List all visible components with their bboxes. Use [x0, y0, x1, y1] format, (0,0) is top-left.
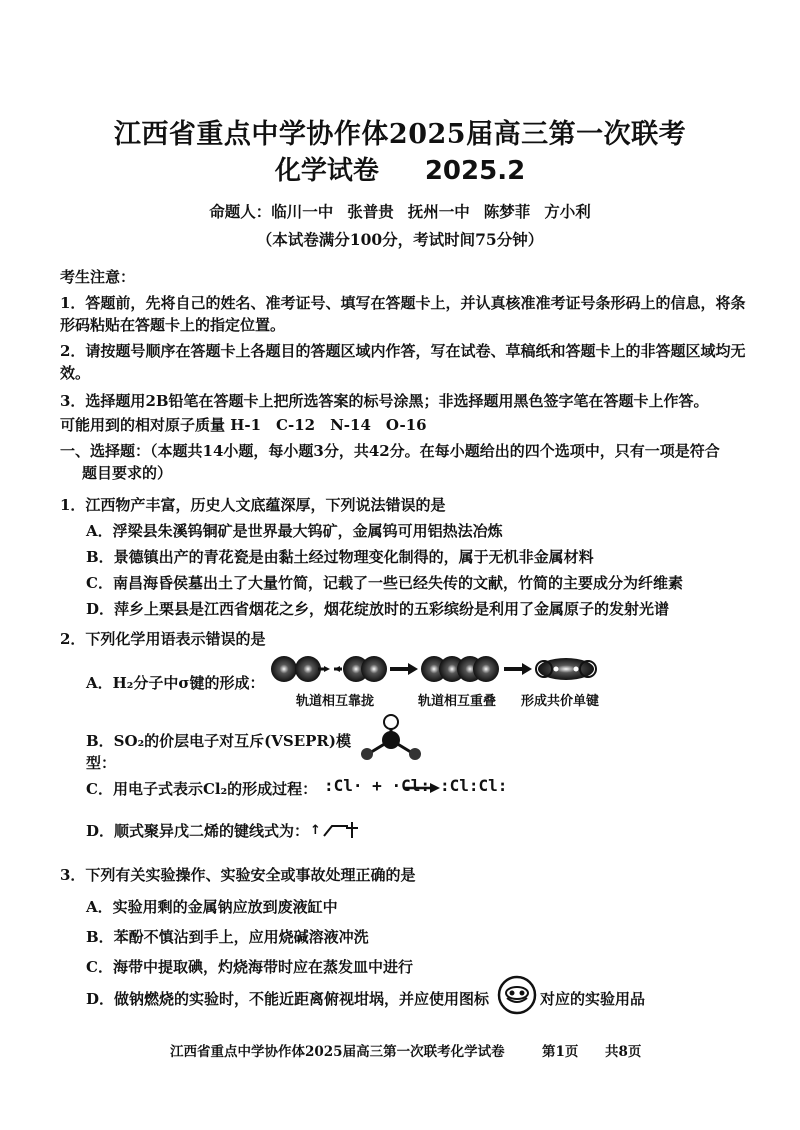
exam-title: 江西省重点中学协作体2025届高三第一次联考 [113, 119, 687, 150]
arrow-left-icon [334, 666, 340, 672]
cl-atom-2: ·Cl: [391, 776, 430, 795]
sulfur-atom [382, 731, 400, 749]
oxygen-atom-1 [361, 748, 373, 760]
q2-option-b: B．SO₂的价层电子对互斥(VSEPR)模型： [86, 732, 351, 772]
author-4: 方小利 [544, 202, 591, 221]
notice-item-2: 2．请按题号顺序在答题卡上各题目的答题区域内作答，写在试卷、草稿纸和答题卡上的非答题区域均无效。 [60, 342, 746, 382]
section-heading-line1: 一、选择题：（本题共14小题，每小题3分，共42分。在每小题给出的四个选项中，只有一项是符合 [60, 442, 720, 460]
q2-option-d: D．顺式聚异戊二烯的键线式为： [86, 822, 310, 840]
plus-sign: + [372, 776, 382, 795]
arrow-right-icon [408, 663, 418, 675]
diagram-label-1: 轨道相互靠拢 [296, 694, 375, 709]
author-3: 陈梦菲 [483, 202, 531, 221]
authors-line [0, 200, 800, 222]
notice-heading: 考生注意： [60, 268, 136, 286]
q3-option-b: B．苯酚不慎沾到手上，应用烧碱溶液冲洗 [86, 928, 369, 946]
q1-stem: 1．江西物产丰富，历史人文底蕴深厚，下列说法错误的是 [60, 496, 446, 514]
q3-option-d-part2: 对应的实验用品 [540, 990, 646, 1008]
score-note: （本试卷满分100分，考试时间75分钟） [256, 230, 544, 249]
safety-goggles-icon [496, 974, 538, 1016]
footer-total: 共8页 [605, 1044, 642, 1060]
cl2-molecule: :Cl:Cl: [440, 776, 508, 795]
skeletal-formula [308, 816, 368, 842]
cl-atom-1: :Cl· [324, 776, 363, 795]
author-2: 抚州一中 [407, 202, 470, 221]
q2-stem: 2．下列化学用语表示错误的是 [60, 630, 266, 648]
q1-option-d: D．萍乡上栗县是江西省烟花之乡，烟花绽放时的五彩缤纷是利用了金属原子的发射光谱 [86, 600, 670, 618]
exam-date: 2025.2 [424, 156, 526, 186]
svg-text:↑: ↑ [310, 823, 321, 838]
diagram-label-3: 形成共价单键 [521, 694, 600, 709]
section-heading-line2: 题目要求的） [82, 464, 173, 482]
diagram-label-2: 轨道相互重叠 [418, 694, 497, 709]
section-heading [60, 440, 750, 484]
lone-pair-sphere [384, 715, 398, 729]
footer-title: 江西省重点中学协作体2025届高三第一次联考化学试卷 [170, 1044, 505, 1060]
q3-option-d-part1: D．做钠燃烧的实验时，不能近距离俯视坩埚，并应使用图标 [86, 990, 490, 1008]
arrow-right-icon [522, 663, 532, 675]
arrow-right-icon [402, 780, 442, 796]
q2-option-a: A．H₂分子中σ键的形成： [86, 674, 265, 692]
atomic-mass-line: 可能用到的相对原子质量 H-1 C-12 N-14 O-16 [60, 416, 427, 434]
q3-stem: 3．下列有关实验操作、实验安全或事故处理正确的是 [60, 866, 416, 884]
orbital-8 [473, 656, 499, 682]
author-0: 命题人：临川一中 [209, 202, 334, 221]
footer-page: 第1页 [542, 1044, 579, 1060]
notice-item-1: 1．答题前，先将自己的姓名、准考证号、填写在答题卡上，并认真核准准考证号条形码上的信息，将条形码粘贴在答题卡上的指定位置。 [60, 294, 746, 334]
q2-option-c: C．用电子式表示Cl₂的形成过程： [86, 780, 318, 798]
orbital-1 [271, 656, 297, 682]
exam-subtitle [0, 150, 800, 187]
author-1: 张普贵 [347, 202, 394, 221]
q1-option-a: A．浮梁县朱溪钨铜矿是世界最大钨矿，金属钨可用铝热法冶炼 [86, 522, 503, 540]
vsepr-model [356, 714, 426, 764]
q1-option-c: C．南昌海昏侯墓出土了大量竹简，记载了一些已经失传的文献，竹简的主要成分为纤维素 [86, 574, 683, 592]
q1-option-b: B．景德镇出产的青花瓷是由黏土经过物理变化制得的，属于无机非金属材料 [86, 548, 594, 566]
orbital-2 [295, 656, 321, 682]
q3-option-a: A．实验用剩的金属钠应放到废液缸中 [86, 898, 338, 916]
orbital-4 [361, 656, 387, 682]
notice-item-3: 3．选择题用2B铅笔在答题卡上把所选答案的标号涂黑；非选择题用黑色签字笔在答题卡上作答。 [60, 392, 709, 410]
oxygen-atom-2 [409, 748, 421, 760]
q3-option-c: C．海带中提取碘，灼烧海带时应在蒸发皿中进行 [86, 958, 413, 976]
subject-title: 化学试卷 [274, 156, 379, 186]
